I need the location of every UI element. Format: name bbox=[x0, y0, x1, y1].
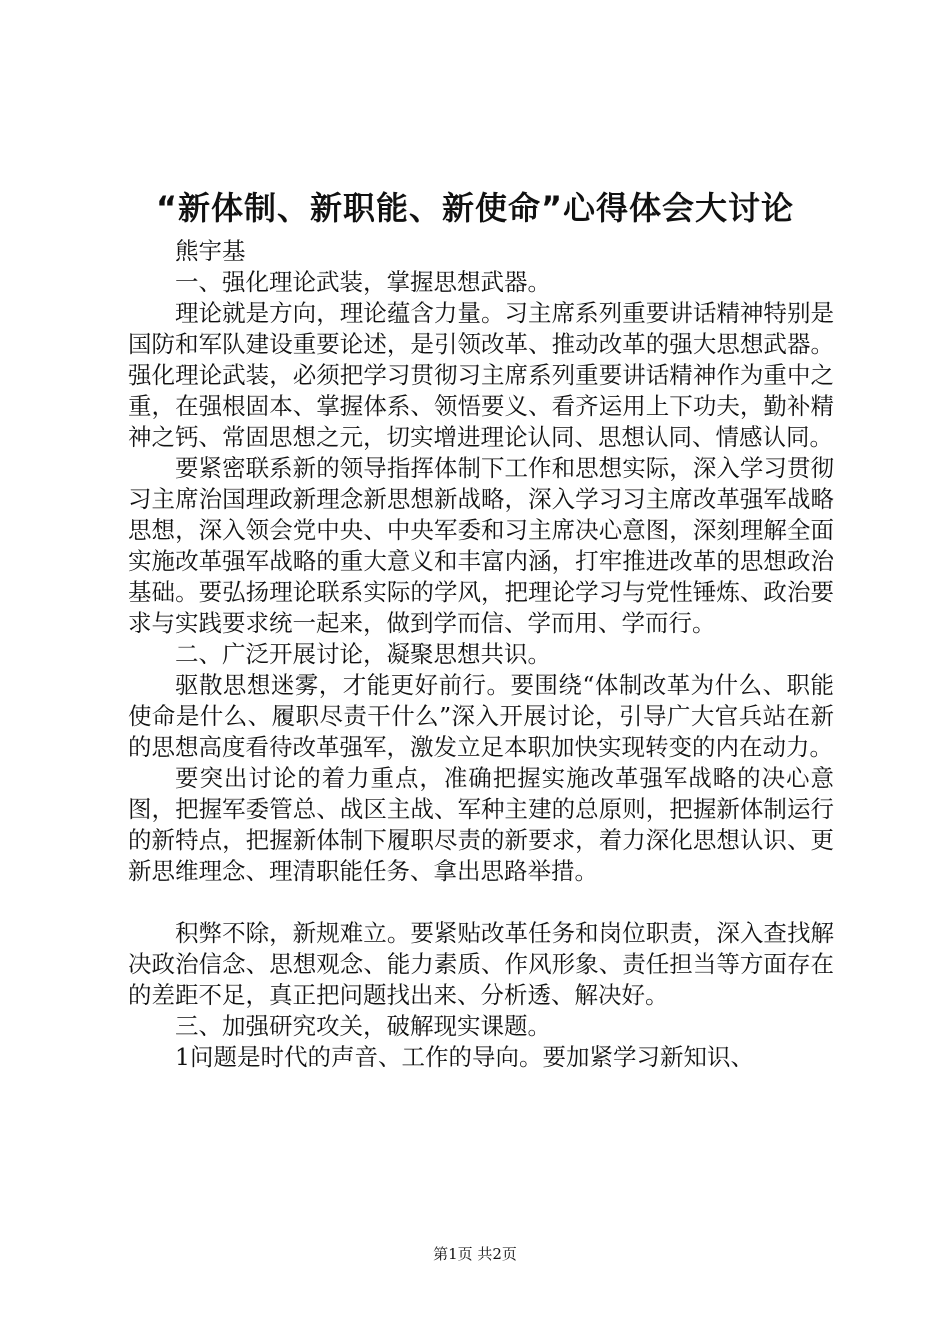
page-footer: 第1页 共2页 bbox=[433, 1245, 517, 1263]
body-paragraph: 理论就是方向，理论蕴含力量。习主席系列重要讲话精神特别是国防和军队建设重要论述，是引领改革、推动改革的强大思想武器。强化理论武装，必须把学习贯彻习主席系列重要讲话精神作为重中之重，在强根固本、掌握体系、领悟要义、看齐运用上下功夫，勤补精神之钙、常固思想之元，切实增进理论认同、思想认同、情感认同。 bbox=[128, 299, 834, 451]
body-paragraph: 要紧密联系新的领导指挥体制下工作和思想实际，深入学习贯彻习主席治国理政新理念新思想新战略，深入学习习主席改革强军战略思想，深入领会党中央、中央军委和习主席决心意图，深刻理解全面实施改革强军战略的重大意义和丰富内涵，打牢推进改革的思想政治基础。要弘扬理论联系实际的学风，把理论学习与党性锤炼、政治要求与实践要求统一起来，做到学而信、学而用、学而行。 bbox=[128, 454, 834, 637]
document-body bbox=[128, 236, 834, 1073]
section-heading-3: 三、加强研究攻关，破解现实课题。 bbox=[175, 1012, 551, 1040]
paragraph-spacer bbox=[128, 887, 834, 918]
author-line: 熊宇基 bbox=[175, 237, 246, 265]
body-paragraph: 要突出讨论的着力重点，准确把握实施改革强军战略的决心意图，把握军委管总、战区主战、军种主建的总原则，把握新体制运行的新特点，把握新体制下履职尽责的新要求，着力深化思想认识、更新思维理念、理清职能任务、拿出思路举措。 bbox=[128, 764, 834, 885]
body-paragraph: 积弊不除，新规难立。要紧贴改革任务和岗位职责，深入查找解决政治信念、思想观念、能力素质、作风形象、责任担当等方面存在的差距不足，真正把问题找出来、分析透、解决好。 bbox=[128, 919, 834, 1009]
section-heading-1: 一、强化理论武装，掌握思想武器。 bbox=[175, 268, 551, 296]
section-heading-2: 二、广泛开展讨论，凝聚思想共识。 bbox=[175, 640, 551, 668]
document-title: “新体制、新职能、新使命”心得体会大讨论 bbox=[155, 189, 795, 227]
body-paragraph: 驱散思想迷雾，才能更好前行。要围绕“体制改革为什么、职能使命是什么、履职尽责干什么”深入开展讨论，引导广大官兵站在新的思想高度看待改革强军，激发立足本职加快实现转变的内在动力。 bbox=[128, 671, 834, 761]
body-paragraph: 1问题是时代的声音、工作的导向。要加紧学习新知识、 bbox=[175, 1043, 754, 1071]
